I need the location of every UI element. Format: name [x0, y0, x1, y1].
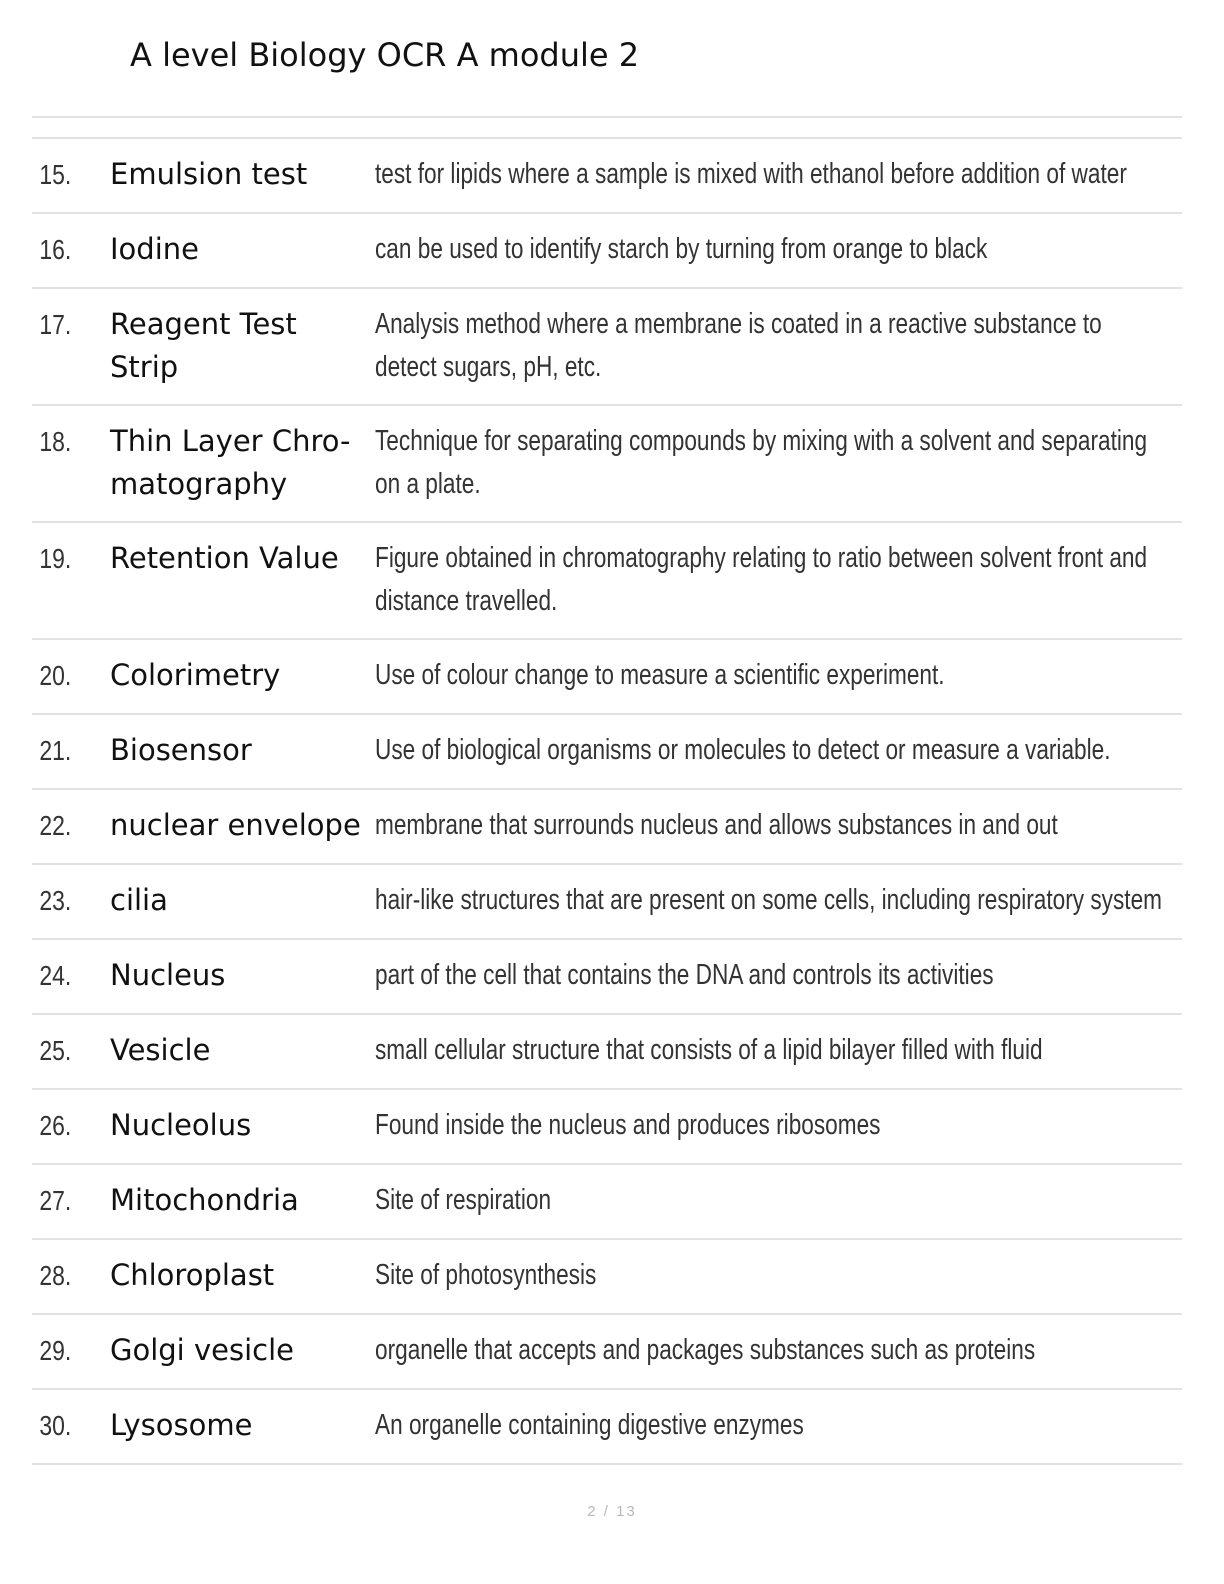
term-row-26	[32, 1090, 1182, 1165]
term-definition: organelle that accepts and packages substances such as proteins	[375, 1334, 1036, 1366]
term-number: 19.	[39, 543, 72, 574]
term-word: Vesicle	[110, 1033, 211, 1067]
term-number: 20.	[39, 660, 72, 691]
term-word: Nucleus	[110, 958, 226, 992]
term-row-27	[32, 1165, 1182, 1240]
term-row-25	[32, 1015, 1182, 1090]
term-number: 22.	[39, 810, 72, 841]
term-definition: Figure obtained in chromatography relating to ratio between solvent front and distance travelled.	[375, 542, 1148, 617]
term-definition: small cellular structure that consists of a lipid bilayer filled with fluid	[375, 1034, 1043, 1066]
term-word-line1: Reagent Test	[110, 307, 297, 341]
term-word: Chloroplast	[110, 1258, 275, 1292]
term-definition: An organelle containing digestive enzymes	[375, 1409, 804, 1441]
term-word: Golgi vesicle	[110, 1333, 294, 1367]
term-word: Retention Value	[110, 541, 339, 575]
term-definition: Use of biological organisms or molecules to detect or measure a variable.	[375, 734, 1111, 766]
term-definition: Site of respiration	[375, 1184, 552, 1216]
term-definition: Analysis method where a membrane is coated in a reactive substance to detect sugars, pH, etc.	[375, 308, 1102, 383]
term-row-24	[32, 940, 1182, 1015]
term-word	[110, 420, 375, 506]
term-table	[32, 137, 1182, 1465]
term-row-17	[32, 289, 1182, 406]
term-definition: hair-like structures that are present on some cells, including respiratory system	[375, 884, 1162, 916]
term-row-18	[32, 406, 1182, 523]
document-title: A level Biology OCR A module 2	[130, 36, 640, 74]
term-row-19	[32, 523, 1182, 640]
term-word: nuclear envelope	[110, 808, 361, 842]
term-definition: Site of photosynthesis	[375, 1259, 597, 1291]
term-word: Iodine	[110, 232, 199, 266]
term-row-28	[32, 1240, 1182, 1315]
term-number: 15.	[39, 159, 72, 190]
header-divider	[32, 116, 1182, 118]
term-word	[110, 303, 375, 389]
term-word: Biosensor	[110, 733, 252, 767]
term-row-23	[32, 865, 1182, 940]
term-definition: test for lipids where a sample is mixed with ethanol before addition of water	[375, 158, 1127, 190]
term-word: Mitochondria	[110, 1183, 299, 1217]
term-definition: part of the cell that contains the DNA and controls its activities	[375, 959, 994, 991]
term-word-line2: matography	[110, 467, 288, 501]
term-row-30	[32, 1390, 1182, 1465]
term-number: 21.	[39, 735, 72, 766]
term-number: 23.	[39, 885, 72, 916]
term-word: Colorimetry	[110, 658, 281, 692]
term-definition: membrane that surrounds nucleus and allows substances in and out	[375, 809, 1058, 841]
term-row-20	[32, 640, 1182, 715]
term-number: 27.	[39, 1185, 72, 1216]
term-definition: can be used to identify starch by turning from orange to black	[375, 233, 988, 265]
term-number: 25.	[39, 1035, 72, 1066]
term-number: 18.	[39, 426, 72, 457]
page-number: 2 / 13	[587, 1503, 637, 1520]
term-word-line2: Strip	[110, 350, 179, 384]
term-definition: Found inside the nucleus and produces ribosomes	[375, 1109, 881, 1141]
term-word: Nucleolus	[110, 1108, 252, 1142]
term-row-29	[32, 1315, 1182, 1390]
term-row-21	[32, 715, 1182, 790]
term-row-15	[32, 139, 1182, 214]
term-word-line1: Thin Layer Chro-	[110, 424, 351, 458]
term-word: Emulsion test	[110, 157, 308, 191]
term-word: Lysosome	[110, 1408, 253, 1442]
term-word: cilia	[110, 883, 168, 917]
term-definition: Technique for separating compounds by mixing with a solvent and separating on a plate.	[375, 425, 1148, 500]
term-number: 24.	[39, 960, 72, 991]
term-number: 30.	[39, 1410, 72, 1441]
term-number: 17.	[39, 309, 72, 340]
term-number: 16.	[39, 234, 72, 265]
term-number: 29.	[39, 1335, 72, 1366]
term-row-22	[32, 790, 1182, 865]
term-row-16	[32, 214, 1182, 289]
term-number: 28.	[39, 1260, 72, 1291]
term-definition: Use of colour change to measure a scientific experiment.	[375, 659, 945, 691]
term-number: 26.	[39, 1110, 72, 1141]
